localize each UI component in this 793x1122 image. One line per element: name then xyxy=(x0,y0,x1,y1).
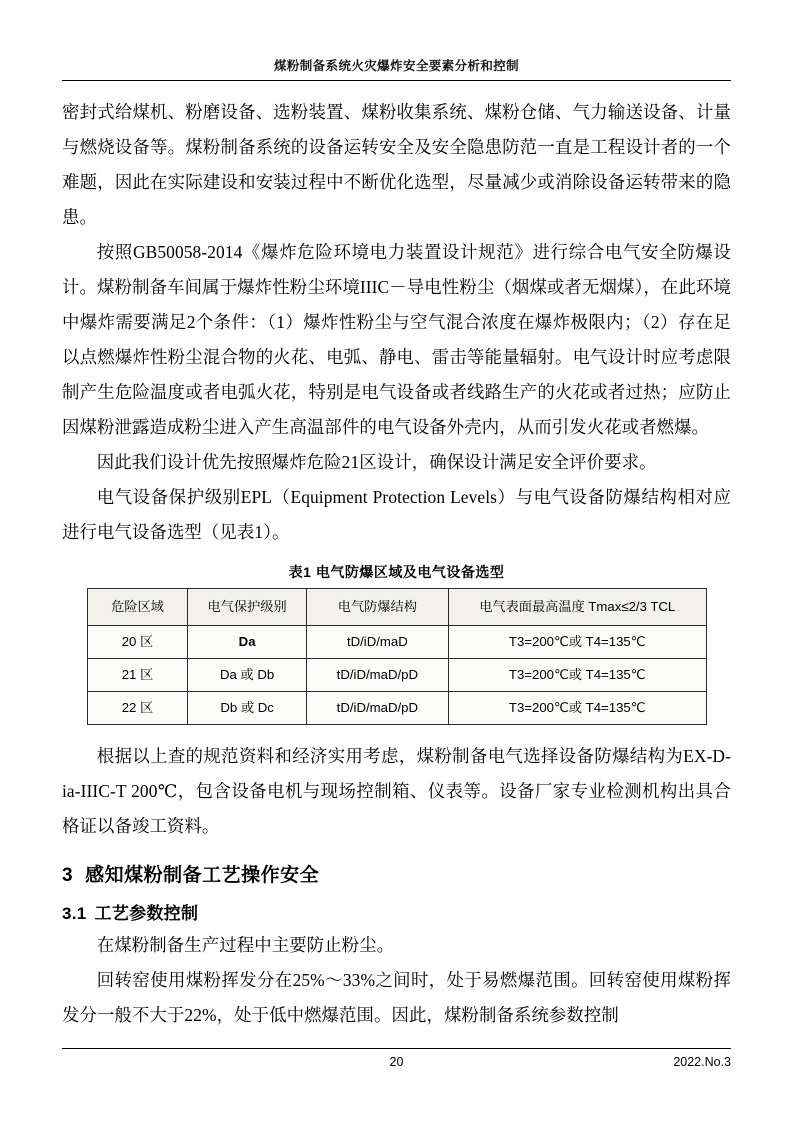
paragraph-4: 电气设备保护级别EPL（Equipment Protection Levels）与电气设备防爆结构相对应进行电气设备选型（见表1）。 xyxy=(62,487,731,542)
issue-label: 2022.No.3 xyxy=(673,1055,731,1069)
table-row xyxy=(87,626,706,659)
body-text-after-table xyxy=(62,739,731,844)
paragraph-3: 因此我们设计优先按照爆炸危险21区设计，确保设计满足安全评价要求。 xyxy=(96,452,657,472)
page-footer xyxy=(62,1048,731,1073)
footer-divider xyxy=(62,1048,731,1049)
table-cell-structure: tD/iD/maD xyxy=(306,626,448,659)
running-head-title: 煤粉制备系统火灾爆炸安全要素分析和控制 xyxy=(273,59,520,73)
table-cell-protection-level: Db 或 Dc xyxy=(188,692,306,725)
paragraph-2: 按照GB50058-2014《爆炸危险环境电力装置设计规范》进行综合电气安全防爆设计。煤粉制备车间属于爆炸性粉尘环境IIIC－导电性粉尘（烟煤或者无烟煤），在此环境中爆炸需要满足2个条件：（1）爆炸性粉尘与空气混合浓度在爆炸极限内；（2）存在足以点燃爆炸性粉尘混合物的火花、电弧、静电、雷击等能量辐射。电气设计时应考虑限制产生危险温度或者电弧火花，特别是电气设备或者线路生产的火花或者过热；应防止因煤粉泄露造成粉尘进入产生高温部件的电气设备外壳内，从而引发火花或者燃爆。 xyxy=(62,242,731,437)
table-cell-area: 22 区 xyxy=(87,692,188,725)
body-text xyxy=(62,95,731,550)
page-number: 20 xyxy=(389,1055,404,1069)
table-row xyxy=(87,659,706,692)
table-header-cell-protection-level: 电气保护级别 xyxy=(188,589,306,626)
section-heading-3 xyxy=(62,860,731,887)
table-cell-area: 21 区 xyxy=(87,659,188,692)
table-row xyxy=(87,692,706,725)
subsection-heading-3-1 xyxy=(62,899,731,924)
table-cell-protection-level: Da xyxy=(188,626,306,659)
table-header-cell-area: 危险区域 xyxy=(87,589,188,626)
paragraph-1: 密封式给煤机、粉磨设备、选粉装置、煤粉收集系统、煤粉仓储、气力输送设备、计量与燃烧设备等。煤粉制备系统的设备运转安全及安全隐患防范一直是工程设计者的一个难题，因此在实际建设和安装过程中不断优化选型，尽量减少或消除设备运转带来的隐患。 xyxy=(62,102,731,227)
table-cell-area: 20 区 xyxy=(87,626,188,659)
table-header-cell-structure: 电气防爆结构 xyxy=(306,589,448,626)
table-cell-max-temp: T3=200℃或 T4=135℃ xyxy=(448,692,706,725)
footer-row xyxy=(62,1055,731,1073)
section-title: 感知煤粉制备工艺操作安全 xyxy=(85,865,320,886)
table-cell-structure: tD/iD/maD/pD xyxy=(306,692,448,725)
table-cell-structure: tD/iD/maD/pD xyxy=(306,659,448,692)
table-cell-max-temp: T3=200℃或 T4=135℃ xyxy=(448,659,706,692)
table-cell-protection-level: Da 或 Db xyxy=(188,659,306,692)
body-text-section3 xyxy=(62,928,731,1033)
table-cell-max-temp: T3=200℃或 T4=135℃ xyxy=(448,626,706,659)
page-header xyxy=(62,0,731,81)
subsection-number: 3.1 xyxy=(62,904,87,923)
section-number: 3 xyxy=(62,865,74,886)
paragraph-7: 回转窑使用煤粉挥发分在25%～33%之间时，处于易燃爆范围。回转窑使用煤粉挥发分一般不大于22%，处于低中燃爆范围。因此，煤粉制备系统参数控制 xyxy=(62,970,731,1025)
electrical-explosion-proof-table xyxy=(87,588,707,725)
table-header-row xyxy=(87,589,706,626)
paragraph-5: 根据以上查的规范资料和经济实用考虑，煤粉制备电气选择设备防爆结构为EX-D-ia-IIIC-T 200℃，包含设备电机与现场控制箱、仪表等。设备厂家专业检测机构出具合格证以备竣工资料。 xyxy=(62,746,731,836)
table-caption: 表1 电气防爆区域及电气设备选型 xyxy=(288,564,505,580)
header-divider xyxy=(62,80,731,81)
subsection-title: 工艺参数控制 xyxy=(94,904,199,923)
paragraph-6: 在煤粉制备生产过程中主要防止粉尘。 xyxy=(96,935,395,955)
page-content xyxy=(62,0,731,1033)
table-header-cell-max-temp: 电气表面最高温度 Tmax≤2/3 TCL xyxy=(448,589,706,626)
